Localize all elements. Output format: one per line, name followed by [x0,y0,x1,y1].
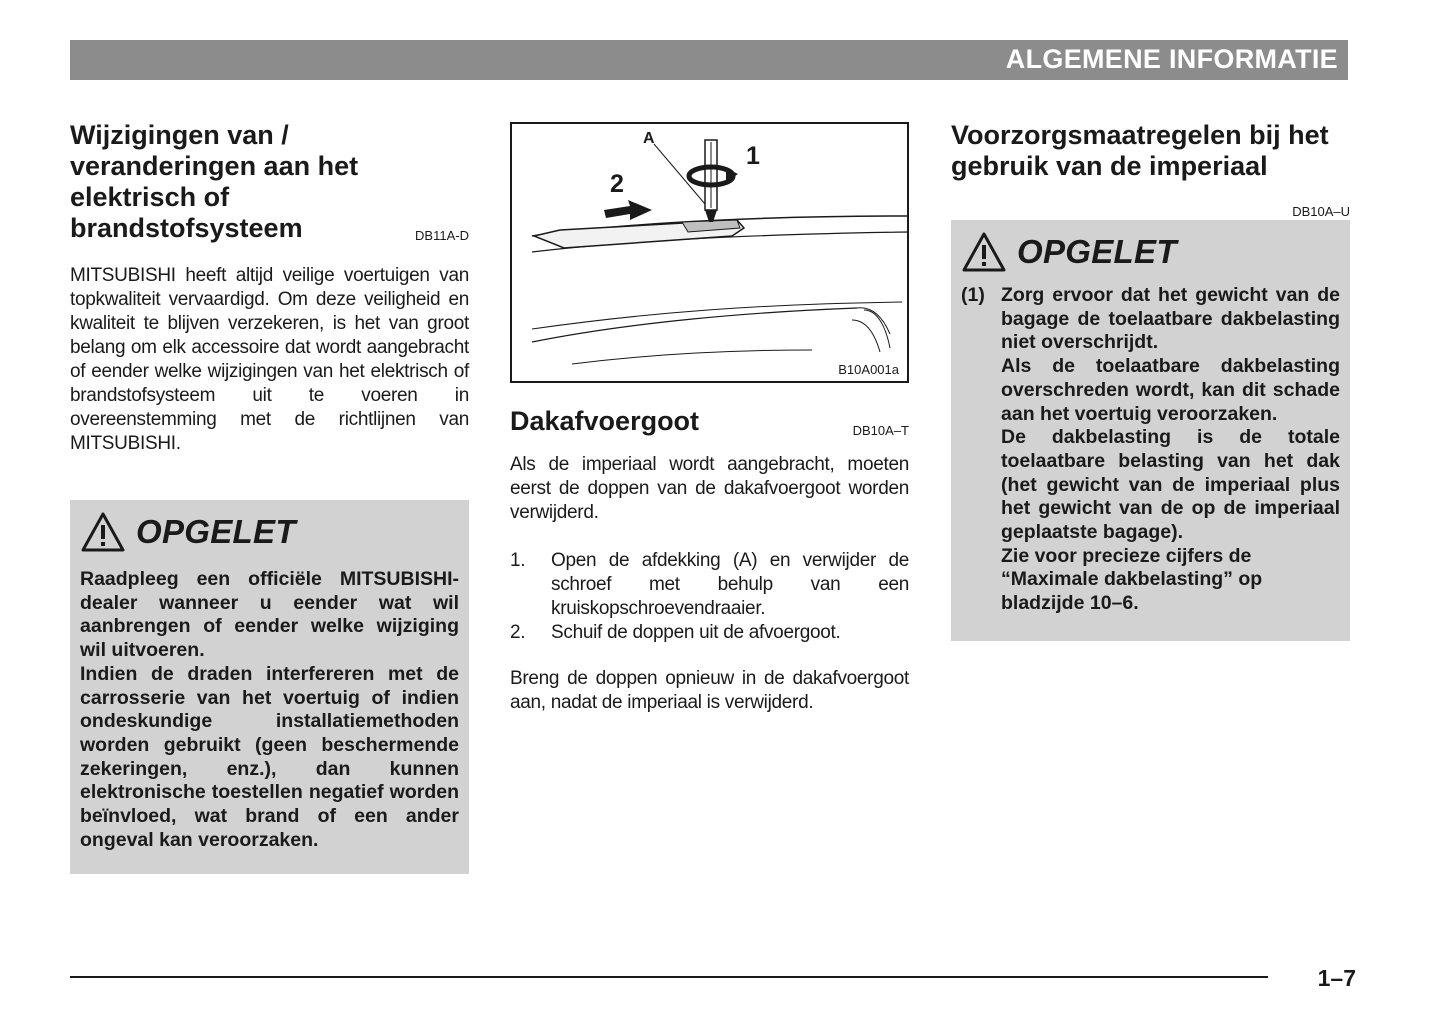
warning-triangle-icon [80,511,126,553]
caution-paragraph: Als de toelaatbare dakbelasting overschreden wordt, kan dit schade aan het voertuig veroorzaken. [1001,355,1340,425]
caution-paragraph: Zie voor precieze cijfers de “Maximale dakbelasting” op bladzijde 10–6. [1001,544,1263,615]
column-roof-rack-precautions [951,120,1350,641]
caution-numbered-item [961,284,1340,616]
section-code: DB10A–T [852,423,909,438]
section-code: DB11A-D [415,228,469,243]
list-item [510,549,909,621]
section-title-roof-gutter: Dakafvoergoot [510,406,700,436]
caution-box [951,220,1350,641]
caution-paragraph: Zorg ervoor dat het gewicht van de bagage de toelaatbare dakbelasting niet overschrijdt. [1001,284,1340,354]
body-paragraph: MITSUBISHI heeft altijd veilige voertuigen van topkwaliteit vervaardigd. Om deze veiligheid en kwaliteit te blijven verzekeren, is het van groot belang om elk accessoire dat wordt aangebracht of eender welke wijzigingen van het elektrisch of brandstofsysteem uit te voeren in overeenstemming met de richtlijnen van MITSUBISHI. [70,265,469,454]
intro-paragraph: Als de imperiaal wordt aangebracht, moeten eerst de doppen van de dakafvoergoot worden verwijderd. [510,454,909,523]
step-text: Open de afdekking (A) en verwijder de schroef met behulp van een kruiskopschroevendraaier. [551,550,909,619]
roof-gutter-illustration [512,124,911,385]
section-title-precautions: Voorzorgsmaatregelen bij het gebruik van de imperiaal [951,120,1329,181]
footer-rule [70,976,1268,978]
caution-label: OPGELET [136,513,296,550]
column-roof-gutter [510,122,909,715]
steps-list [510,549,909,645]
caution-header [80,506,459,558]
caution-label: OPGELET [1017,233,1177,270]
header-title: ALGEMENE INFORMATIE [1005,44,1338,74]
section-code: DB10A–U [1292,204,1350,219]
figure-label-1: 1 [746,142,760,170]
caution-paragraph: Raadpleeg een officiële MITSUBISHI-dealer wanneer u eender wat wil aanbrengen of eender welke wijziging wil uitvoeren. [80,568,459,662]
item-number: (1) [961,284,985,306]
step-number: 1. [510,550,526,571]
step-text: Schuif de doppen uit de afvoergoot. [551,622,841,643]
roof-gutter-figure [510,122,909,383]
item-content [1001,284,1340,616]
figure-label-2: 2 [610,170,624,198]
warning-triangle-icon [961,231,1007,273]
caution-paragraph: De dakbelasting is de totale toelaatbare belasting van het dak (het gewicht van de imperiaal plus het gewicht van de op de imperiaal geplaatste bagage). [1001,426,1340,544]
figure-code: B10A001a [838,362,899,377]
page-number: 1–7 [1317,965,1356,991]
caution-box [70,500,469,874]
column-electrical-modifications [70,120,469,874]
list-item [510,621,909,645]
caution-paragraph: Indien de draden interfereren met de carrosserie van het voertuig of indien ondeskundige installatiemethoden worden gebruikt (geen beschermende zekeringen, enz.), dan kunnen elektronische toestellen negatief worden beïnvloed, wat brand of een ander ongeval kan veroorzaken. [80,662,459,851]
step-number: 2. [510,622,526,643]
figure-label-a: A [643,130,655,147]
caution-header [961,226,1340,278]
header-bar [70,40,1348,80]
outro-paragraph: Breng de doppen opnieuw in de dakafvoergoot aan, nadat de imperiaal is verwijderd. [510,668,909,713]
section-title-modifications: Wijzigingen van / veranderingen aan het elektrisch of brandstofsysteem [70,120,359,243]
